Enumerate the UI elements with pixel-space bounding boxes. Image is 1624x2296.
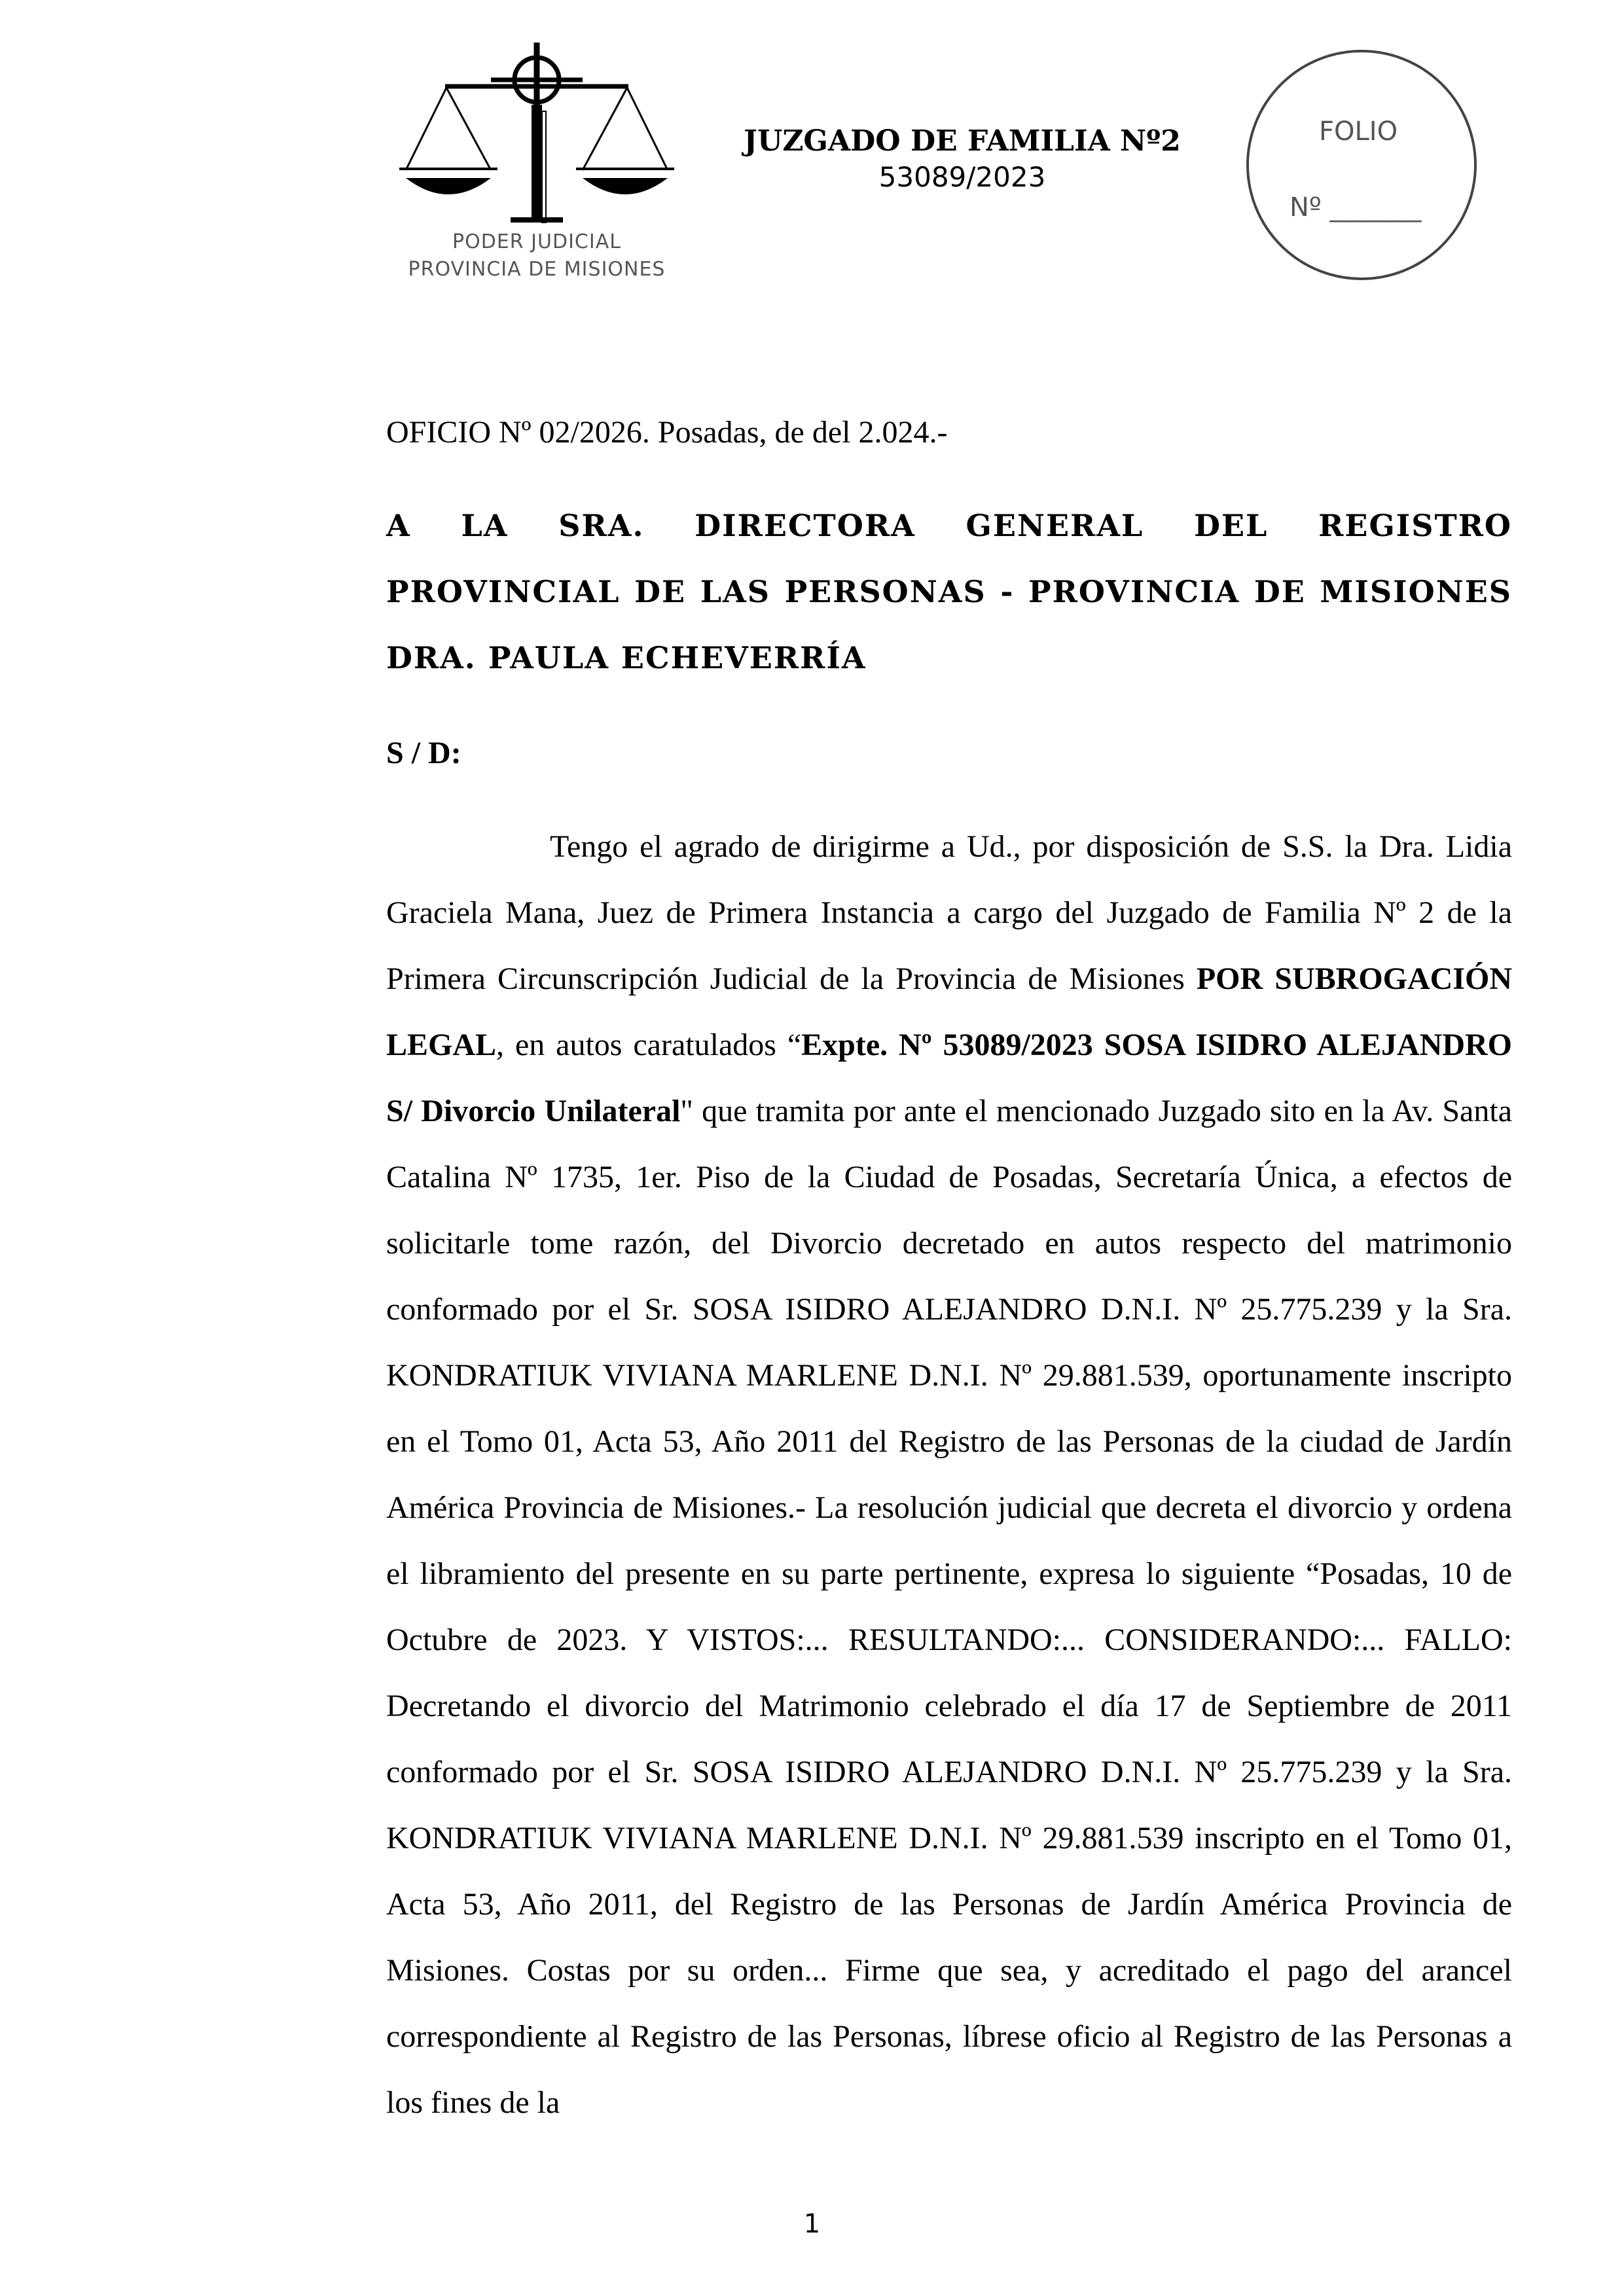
court-title: JUZGADO DE FAMILIA Nº2 [744, 124, 1181, 158]
body-bold-2: Expte. Nº 53089/2023 SOSA ISIDRO ALEJANDRO S/ Divorcio Unilateral [386, 1028, 1513, 1128]
stamp-folio-label: FOLIO [1319, 117, 1398, 147]
page-number: 1 [803, 2209, 821, 2239]
body-text-1: Tengo el agrado de dirigirme a Ud., por disposición de S.S. la Dra. Lidia Graciela Mana, Juez de Primera Instancia a cargo del Juzgado de Familia Nº 2 de la Primera Circunscripción Judicial de la Provincia de Misiones [386, 829, 1512, 996]
poder-judicial-logo [393, 39, 681, 295]
case-number: 53089/2023 [878, 161, 1046, 193]
letter-body [386, 399, 1512, 2136]
body-text-3: " que tramita por ante el mencionado Juzgado sito en la Av. Santa Catalina Nº 1735, 1er. Piso de la Ciudad de Posadas, Secretaría Única, a efectos de solicitarle tome razón, del Divorcio decretado en autos respecto del matrimonio conformado por el Sr. SOSA ISIDRO ALEJANDRO D.N.I. Nº 25.775.239 y la Sra. KONDRATIUK VIVIANA MARLENE D.N.I. Nº 29.881.539, oportunamente inscripto en el Tomo 01, Acta 53, Año 2011 del Registro de las Personas de la ciudad de Jardín América Provincia de Misiones.- La resolución judicial que decreta el divorcio y ordena el libramiento del presente en su parte pertinente, expresa lo siguiente “Posadas, 10 de Octubre de 2023. Y VISTOS:... RESULTANDO:... CONSIDERANDO:... FALLO: Decretando el divorcio del Matrimonio celebrado el día 17 de Septiembre de 2011 conformado por el Sr. SOSA ISIDRO ALEJANDRO D.N.I. Nº 25.775.239 y la Sra. KONDRATIUK VIVIANA MARLENE D.N.I. Nº 29.881.539 inscripto en el Tomo 01, Acta 53, Año 2011, del Registro de las Personas de Jardín América Provincia de Misiones. Costas por su orden... Firme que sea, y acreditado el pago del arancel correspondiente al Registro de las Personas, líbrese oficio al Registro de las Personas a los fines de la [386, 1094, 1512, 2120]
salutation: S / D: [386, 736, 461, 770]
folio-stamp [1244, 47, 1479, 283]
logo-line-1: PODER JUDICIAL [452, 230, 621, 253]
scales-of-justice-icon [393, 39, 681, 255]
logo-line-2: PROVINCIA DE MISIONES [408, 258, 666, 281]
court-header [713, 123, 1211, 195]
addressee: A LA SRA. DIRECTORA GENERAL DEL REGISTRO PROVINCIAL DE LAS PERSONAS - PROVINCIA DE MISIONES DRA. PAULA ECHEVERRÍA [386, 508, 1512, 675]
oficio-line: OFICIO Nº 02/2026. Posadas, de del 2.024.- [386, 415, 948, 450]
body-text-2: , en autos caratulados “ [496, 1028, 802, 1062]
stamp-number-label: Nº _______ [1290, 192, 1422, 223]
stamp-circle-icon [1244, 47, 1479, 283]
body-bold-1: POR SUBROGACIÓN LEGAL [386, 961, 1512, 1062]
main-paragraph [386, 814, 1512, 2136]
